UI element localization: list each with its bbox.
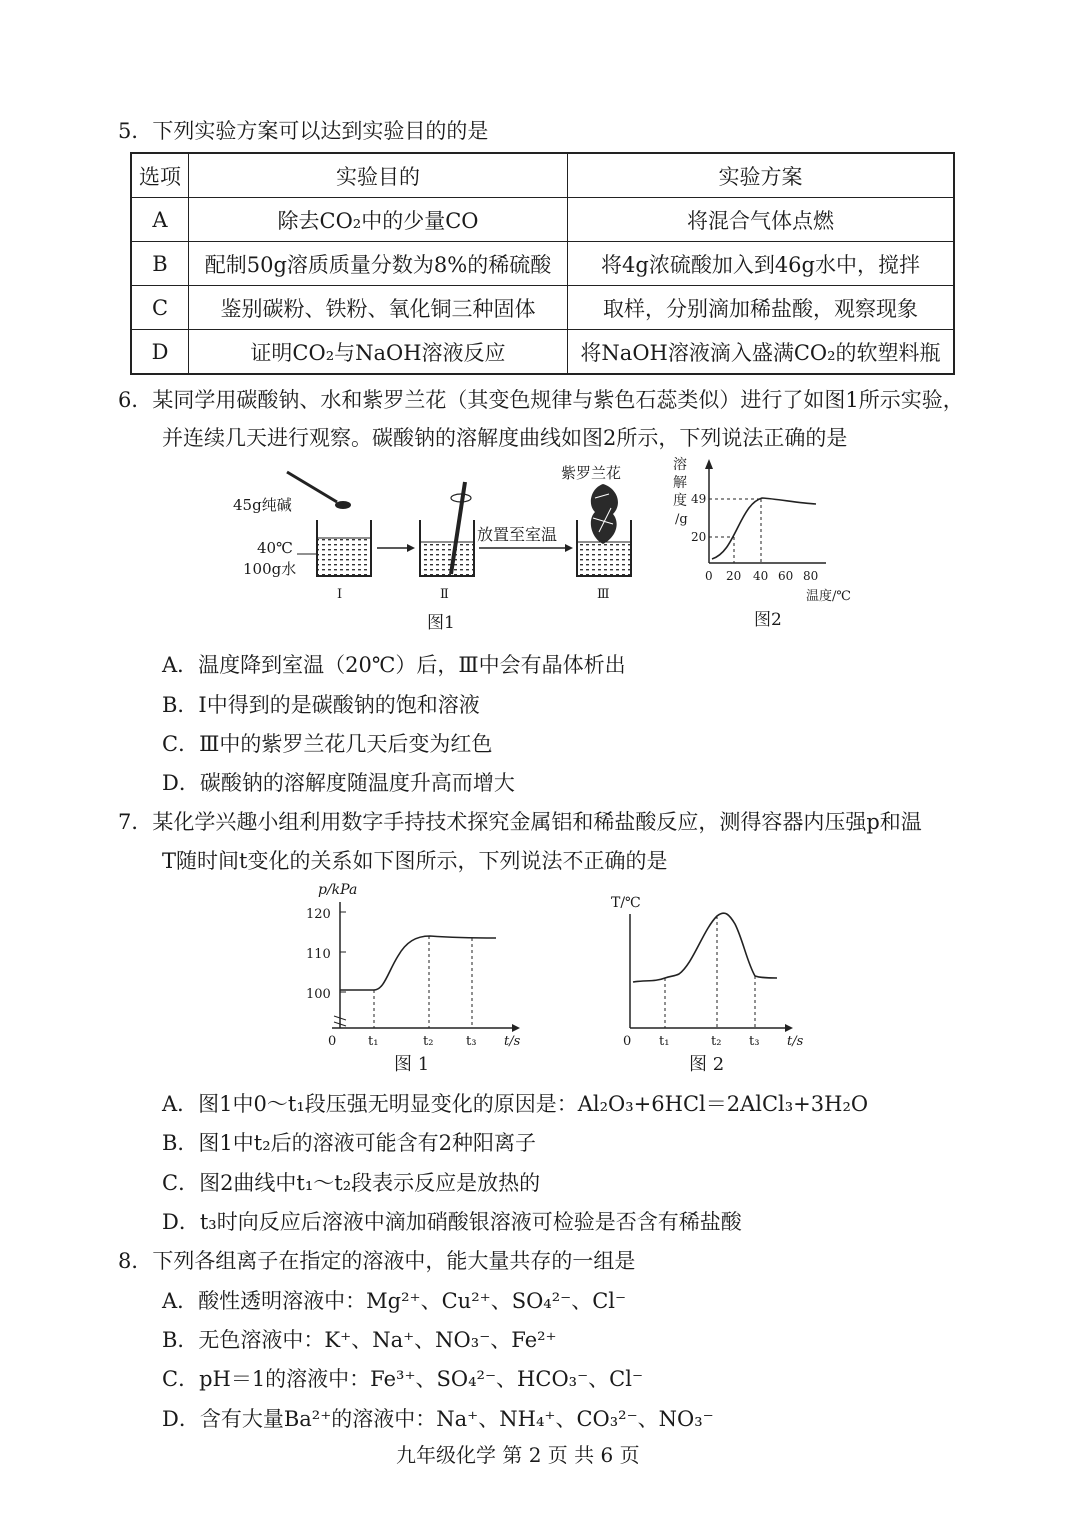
header-option: 选项 [131, 153, 189, 198]
table-row [131, 242, 954, 286]
q8-option-b: B．无色溶液中：K⁺、Na⁺、NO₃⁻、Fe²⁺ [162, 1328, 557, 1352]
ylabel-char-4: /g [675, 512, 688, 527]
caption-fig2: 图2 [754, 610, 782, 630]
q7-option-a: A．图1中0～t₁段压强无明显变化的原因是：Al₂O₃+6HCl＝2AlCl₃+3H₂O [162, 1092, 869, 1116]
q6-option-a: A．温度降到室温（20℃）后，Ⅲ中会有晶体析出 [162, 653, 626, 677]
violet-flower [591, 484, 618, 544]
ytick-120: 120 [306, 907, 331, 922]
row-plan: 将NaOH溶液滴入盛满CO₂的软塑料瓶 [568, 330, 955, 375]
ylabel: p/kPa [318, 882, 358, 898]
beaker-3-liquid [578, 542, 630, 575]
q6-figure1 [225, 458, 645, 638]
row-option: B [131, 242, 189, 286]
q7-option-b: B．图1中t₂后的溶液可能含有2种阳离子 [162, 1131, 537, 1155]
xtick-t3: t₃ [749, 1034, 760, 1049]
row-option: C [131, 286, 189, 330]
q7-option-c: C．图2曲线中t₁～t₂段表示反应是放热的 [162, 1171, 541, 1195]
row-goal: 除去CO₂中的少量CO [189, 198, 568, 242]
q6-figure2 [668, 455, 868, 635]
xtick-t3: t₃ [466, 1034, 477, 1049]
q6-option-b: B．Ⅰ中得到的是碳酸钠的饱和溶液 [162, 693, 480, 717]
q8-stem: 8．下列各组离子在指定的溶液中，能大量共存的一组是 [118, 1249, 636, 1273]
xlabel: 温度/℃ [806, 589, 851, 604]
row-goal: 鉴别碳粉、铁粉、氧化铜三种固体 [189, 286, 568, 330]
row-option: A [131, 198, 189, 242]
xtick-t1: t₁ [659, 1034, 670, 1049]
xtick-0: 0 [705, 569, 713, 583]
beaker-2-liquid [421, 542, 473, 575]
table-row [131, 286, 954, 330]
q5-table [130, 152, 955, 375]
caption-fig1: 图1 [427, 613, 455, 633]
row-option: D [131, 330, 189, 375]
pressure-curve [340, 936, 496, 990]
page-footer: 九年级化学 第 2 页 共 6 页 [396, 1443, 640, 1467]
temperature-curve [633, 913, 777, 982]
q8-option-c: C．pH＝1的溶液中：Fe³⁺、SO₄²⁻、HCO₃⁻、Cl⁻ [162, 1367, 644, 1391]
label-soda: 45g纯碱 [233, 496, 292, 514]
solubility-curve [712, 498, 816, 559]
caption-fig2: 图 2 [689, 1054, 725, 1075]
label-arrow: 放置至室温 [477, 525, 558, 544]
xtick-80: 80 [803, 569, 819, 583]
q6-option-c: C．Ⅲ中的紫罗兰花几天后变为红色 [162, 732, 493, 756]
ytick-100: 100 [306, 987, 331, 1002]
beaker-label-1: Ⅰ [337, 587, 343, 602]
q7-figure1 [298, 880, 538, 1080]
xtick-t2: t₂ [711, 1034, 722, 1049]
label-flower: 紫罗兰花 [561, 464, 622, 482]
xlabel: t/s [504, 1034, 521, 1049]
ylabel: T/℃ [611, 895, 641, 911]
row-goal: 证明CO₂与NaOH溶液反应 [189, 330, 568, 375]
label-water: 100g水 [243, 560, 297, 578]
q6-option-d: D．碳酸钠的溶解度随温度升高而增大 [162, 771, 515, 795]
beaker-label-3: Ⅲ [597, 587, 610, 602]
ylabel-char-2: 解 [673, 475, 687, 491]
q7-figure2 [605, 880, 825, 1080]
xtick-0: 0 [328, 1034, 337, 1049]
table-row [131, 330, 954, 375]
ytick-110: 110 [306, 947, 331, 962]
q7-option-d: D．t₃时向反应后溶液中滴加硝酸银溶液可检验是否含有稀盐酸 [162, 1210, 742, 1234]
xtick-t2: t₂ [423, 1034, 434, 1049]
ytick-20: 20 [691, 530, 707, 544]
row-plan: 将4g浓硫酸加入到46g水中，搅拌 [568, 242, 955, 286]
xtick-t1: t₁ [368, 1034, 379, 1049]
ylabel-char-3: 度 [673, 493, 687, 509]
xtick-60: 60 [778, 569, 794, 583]
header-goal: 实验目的 [189, 153, 568, 198]
ylabel-char-1: 溶 [673, 457, 687, 473]
q6-stem-line2: 并连续几天进行观察。碳酸钠的溶解度曲线如图2所示，下列说法正确的是 [162, 426, 848, 450]
q7-stem-line1: 7．某化学兴趣小组利用数字手持技术探究金属铝和稀盐酸反应，测得容器内压强p和温 [118, 810, 922, 834]
q8-option-d: D．含有大量Ba²⁺的溶液中：Na⁺、NH₄⁺、CO₃²⁻、NO₃⁻ [162, 1407, 714, 1431]
table-row [131, 198, 954, 242]
beaker-1-liquid [318, 538, 370, 575]
q6-stem-line1: 6．某同学用碳酸钠、水和紫罗兰花（其变色规律与紫色石蕊类似）进行了如图1所示实验， [118, 388, 964, 412]
xtick-0: 0 [623, 1034, 632, 1049]
row-plan: 取样，分别滴加稀盐酸，观察现象 [568, 286, 955, 330]
ytick-49: 49 [691, 492, 707, 506]
xtick-40: 40 [753, 569, 769, 583]
spoon-bowl [335, 501, 351, 509]
xlabel: t/s [787, 1034, 804, 1049]
table-header-row [131, 153, 954, 198]
q5-stem: 5．下列实验方案可以达到实验目的的是 [118, 119, 489, 143]
row-goal: 配制50g溶质质量分数为8%的稀硫酸 [189, 242, 568, 286]
label-temp: 40℃ [257, 539, 293, 557]
q8-option-a: A．酸性透明溶液中：Mg²⁺、Cu²⁺、SO₄²⁻、Cl⁻ [162, 1289, 627, 1313]
header-plan: 实验方案 [568, 153, 955, 198]
q7-stem-line2: T随时间t变化的关系如下图所示，下列说法不正确的是 [162, 849, 668, 873]
caption-fig1: 图 1 [394, 1054, 430, 1075]
beaker-label-2: Ⅱ [440, 587, 449, 602]
spoon-handle [287, 472, 337, 502]
xtick-20: 20 [726, 569, 742, 583]
row-plan: 将混合气体点燃 [568, 198, 955, 242]
